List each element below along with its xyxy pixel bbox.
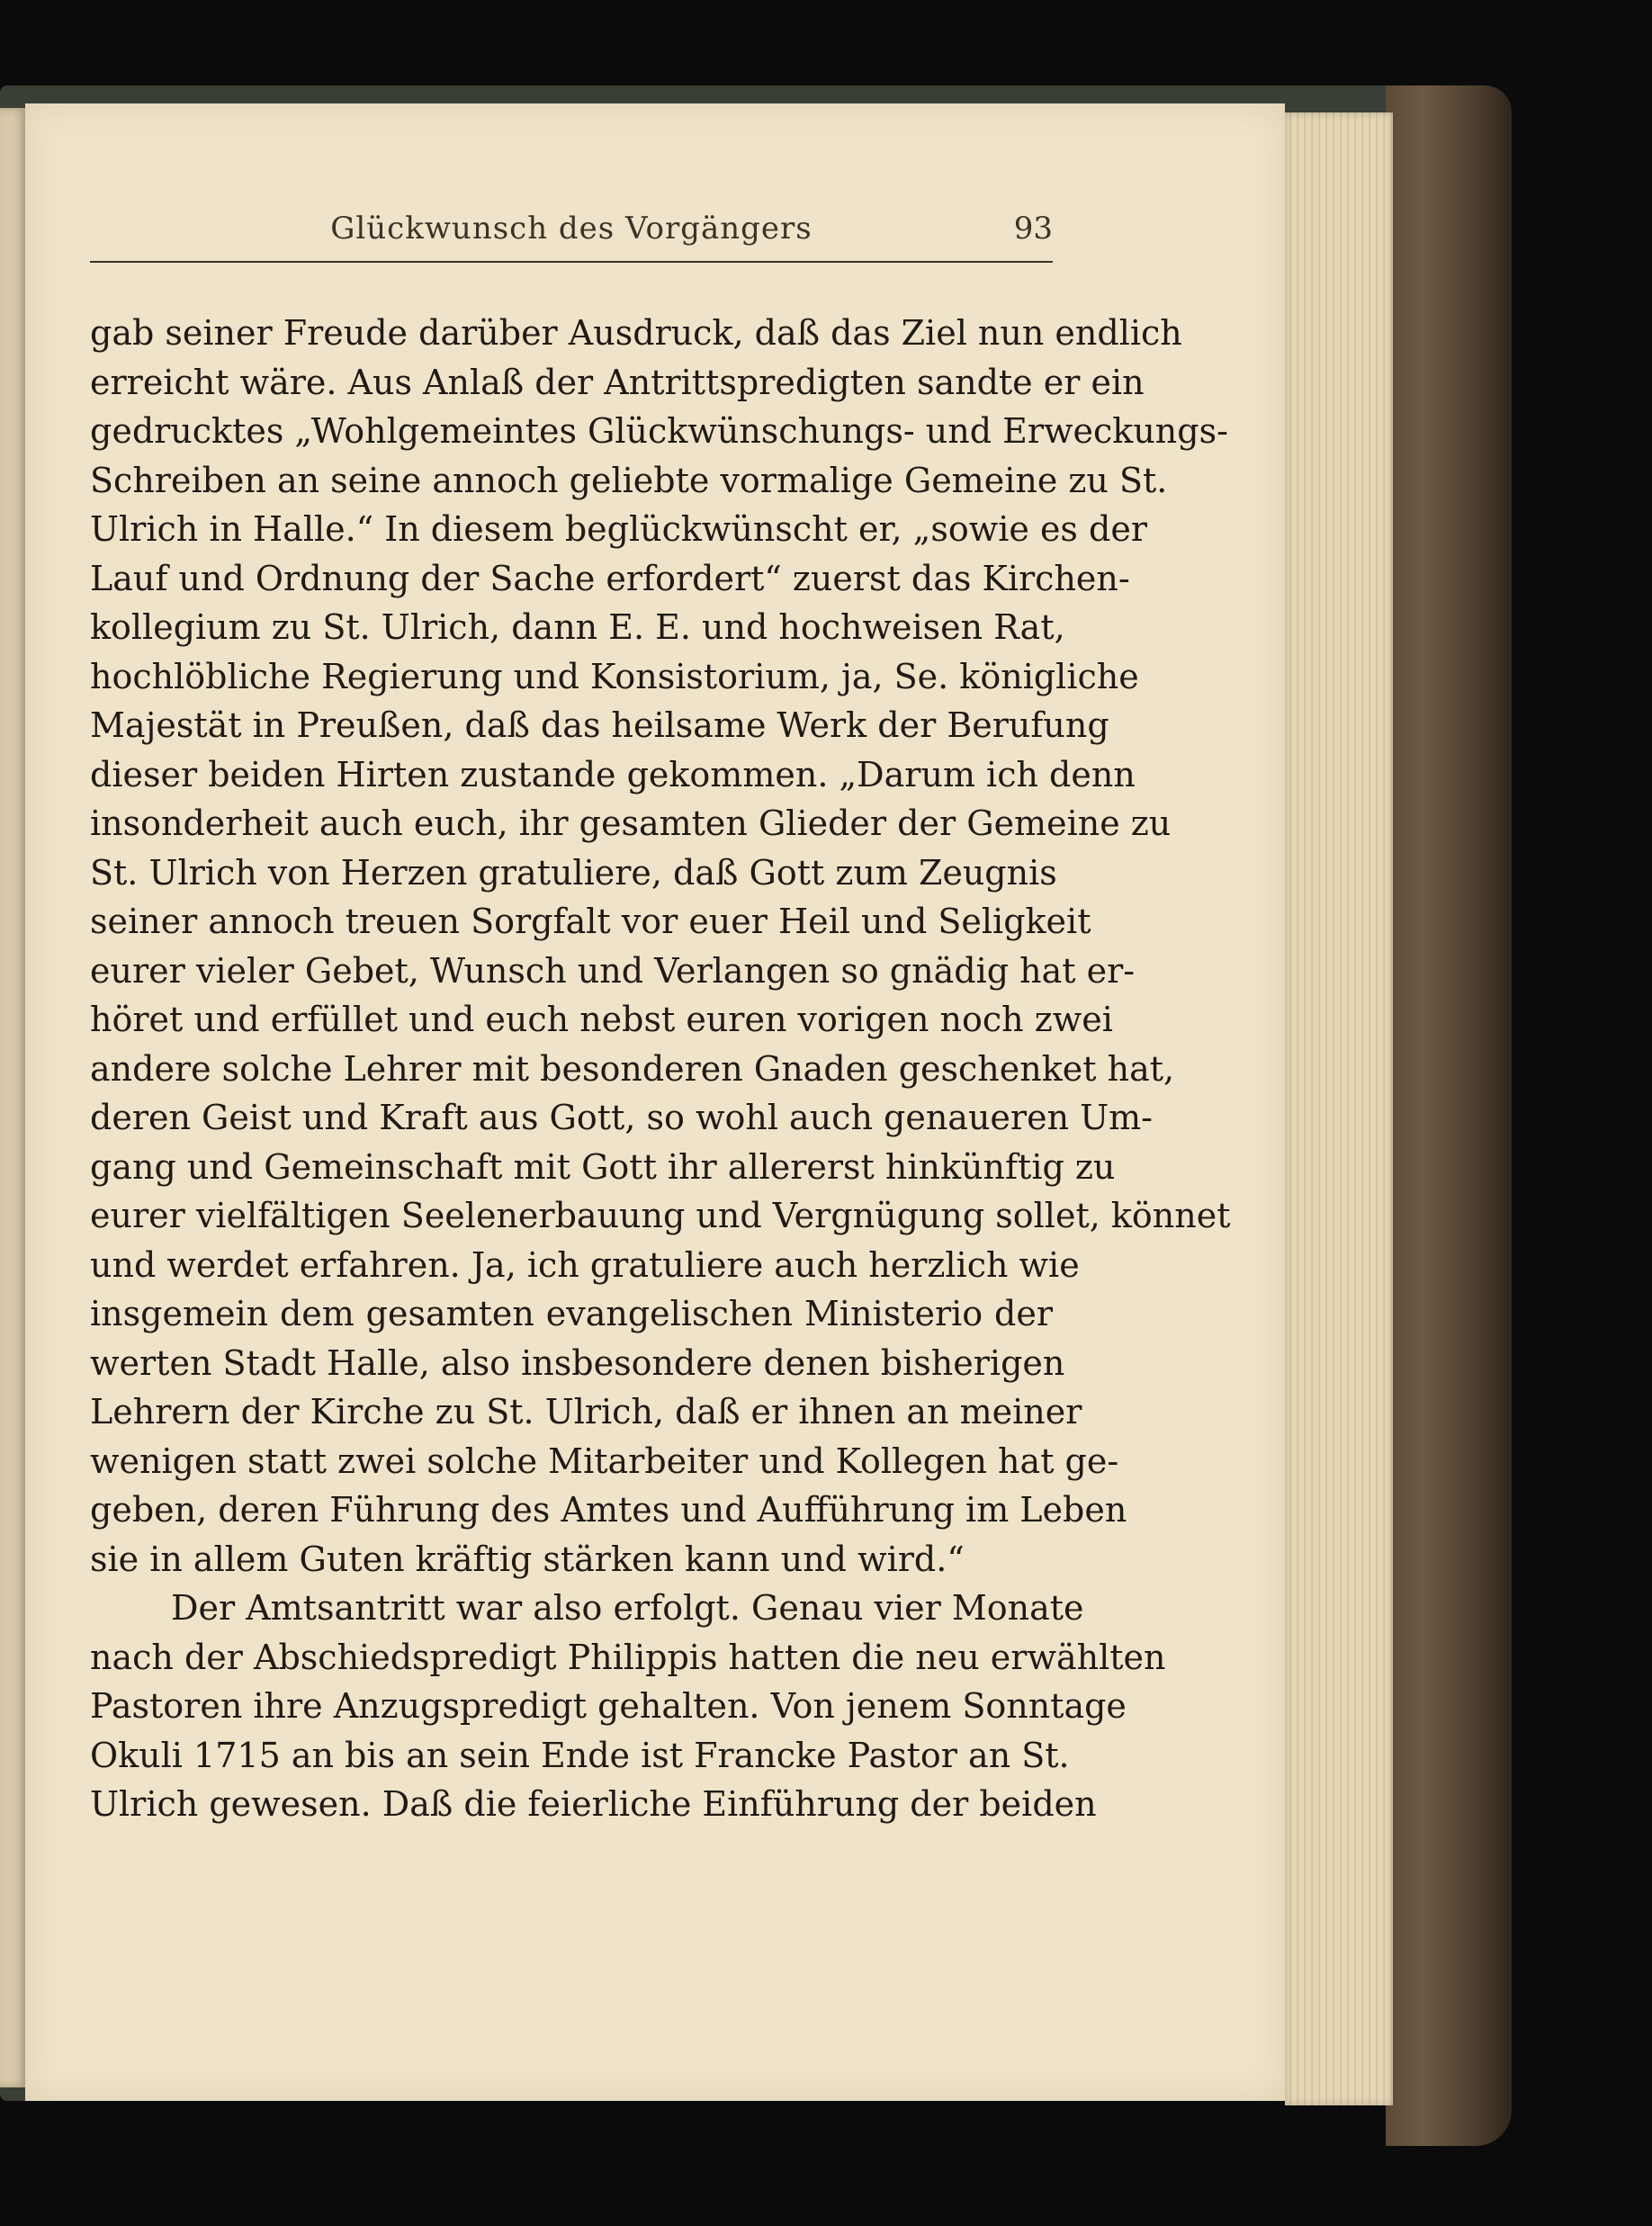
text-line: seiner annoch treuen Sorgfalt vor euer Heil und Seligkeit xyxy=(90,902,1091,941)
text-line: gang und Gemeinschaft mit Gott ihr allererst hinkünftig zu xyxy=(90,1146,1116,1187)
book-spine xyxy=(1386,85,1512,2146)
text-line: geben, deren Führung des Amtes und Aufführung im Leben xyxy=(90,1490,1127,1530)
text-line: Ulrich in Halle.“ In diesem beglückwünscht er, „sowie es der xyxy=(90,509,1147,549)
body-text xyxy=(90,309,1231,1829)
text-line: Schreiben an seine annoch geliebte vormalige Gemeine zu St. xyxy=(90,460,1168,500)
text-line: Pastoren ihre Anzugspredigt gehalten. Von jenem Sonntage xyxy=(90,1686,1127,1726)
running-head xyxy=(90,207,1053,263)
text-line: kollegium zu St. Ulrich, dann E. E. und hochweisen Rat, xyxy=(90,607,1065,647)
text-line: nach der Abschiedspredigt Philippis hatten die neu erwählten xyxy=(90,1637,1166,1677)
text-line: insgemein dem gesamten evangelischen Ministerio der xyxy=(90,1294,1053,1333)
text-line: Lehrern der Kirche zu St. Ulrich, daß er ihnen an meiner xyxy=(90,1392,1082,1432)
text-line: Majestät in Preußen, daß das heilsame Werk der Berufung xyxy=(90,705,1109,745)
left-page-edge xyxy=(0,108,27,2087)
text-line: gab seiner Freude darüber Ausdruck, daß das Ziel nun endlich xyxy=(90,313,1182,353)
text-line: eurer vielfältigen Seelenerbauung und Vergnügung sollet, könnet xyxy=(90,1196,1231,1235)
text-line: Der Amtsantritt war also erfolgt. Genau vier Monate xyxy=(171,1588,1084,1628)
text-line: höret und erfüllet und euch nebst euren vorigen noch zwei xyxy=(90,1000,1113,1039)
text-line: erreicht wäre. Aus Anlaß der Antrittspredigten sandte er ein xyxy=(90,362,1145,402)
text-line: insonderheit auch euch, ihr gesamten Glieder der Gemeine zu xyxy=(90,803,1172,843)
text-line: Lauf und Ordnung der Sache erfordert“ zuerst das Kirchen- xyxy=(90,558,1130,598)
text-line: eurer vieler Gebet, Wunsch und Verlangen so gnädig hat er- xyxy=(90,950,1136,991)
text-line: werten Stadt Halle, also insbesondere denen bisherigen xyxy=(90,1342,1065,1383)
page-number: 93 xyxy=(1013,211,1053,247)
running-head-title: Glückwunsch des Vorgängers xyxy=(330,211,813,247)
text-line: gedrucktes „Wohlgemeintes Glückwünschungs- und Erweckungs- xyxy=(90,411,1228,451)
text-line: Okuli 1715 an bis an sein Ende ist Francke Pastor an St. xyxy=(90,1735,1070,1775)
text-line: dieser beiden Hirten zustande gekommen. „Darum ich denn xyxy=(90,754,1136,794)
text-line: Ulrich gewesen. Daß die feierliche Einführung der beiden xyxy=(90,1784,1097,1824)
text-line: hochlöbliche Regierung und Konsistorium, ja, Se. königliche xyxy=(90,656,1139,696)
text-line: andere solche Lehrer mit besonderen Gnaden geschenket hat, xyxy=(90,1048,1175,1089)
text-line: St. Ulrich von Herzen gratuliere, daß Gott zum Zeugnis xyxy=(90,852,1057,893)
text-line: und werdet erfahren. Ja, ich gratuliere auch herzlich wie xyxy=(90,1244,1080,1285)
text-line: wenigen statt zwei solche Mitarbeiter und Kollegen hat ge- xyxy=(90,1441,1119,1481)
text-line: sie in allem Guten kräftig stärken kann und wird.“ xyxy=(90,1539,965,1579)
text-line: deren Geist und Kraft aus Gott, so wohl auch genaueren Um- xyxy=(90,1098,1154,1137)
page-stack-edge xyxy=(1285,112,1393,2105)
